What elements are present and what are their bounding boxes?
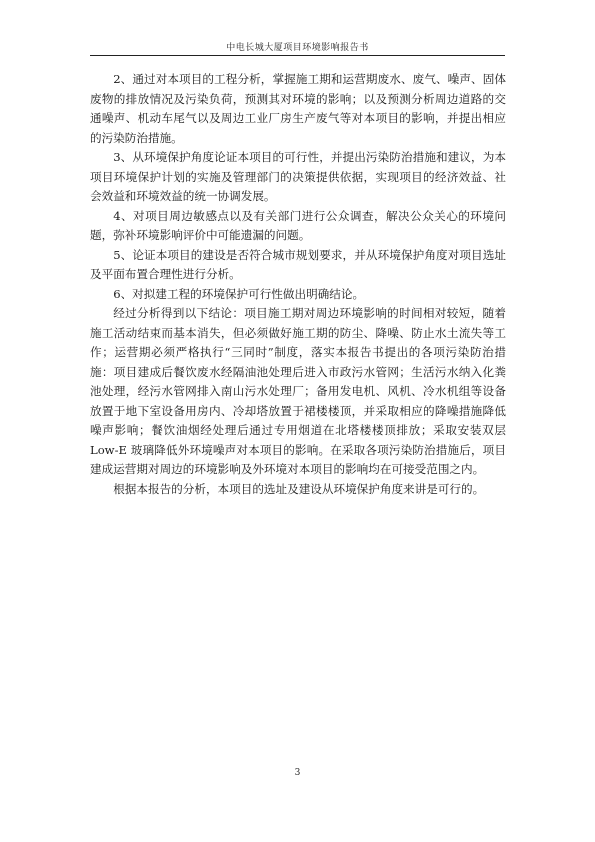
page-header-title: 中电长城大厦项目环境影响报告书 <box>226 43 369 53</box>
document-body <box>90 70 506 499</box>
paragraph-item-2: 2、通过对本项目的工程分析，掌握施工期和运营期废水、废气、噪声、固体废物的排放情况及污染负荷，预测其对环境的影响；以及预测分析周边道路的交通噪声、机动车尾气以及周边工业厂房生产废气等对本项目的影响，并提出相应的污染防治措施。 <box>90 72 506 145</box>
header-divider <box>90 55 505 56</box>
paragraph-final: 根据本报告的分析，本项目的选址及建设从环境保护角度来讲是可行的。 <box>113 481 485 496</box>
paragraph-item-5: 5、论证本项目的建设是否符合城市规划要求，并从环境保护角度对项目选址及平面布置合理性进行分析。 <box>90 247 506 281</box>
paragraph-item-6: 6、对拟建工程的环境保护可行性做出明确结论。 <box>113 286 365 301</box>
paragraph-item-4: 4、对项目周边敏感点以及有关部门进行公众调查，解决公众关心的环境问题，弥补环境影响评价中可能遗漏的问题。 <box>90 208 506 242</box>
paragraph-conclusion: 经过分析得到以下结论：项目施工期对周边环境影响的时间相对较短，随着施工活动结束而基本消失，但必须做好施工期的防尘、降噪、防止水土流失等工作；运营期必须严格执行“三同时”制度，落实本报告书提出的各项污染防治措施：项目建成后餐饮废水经隔油池处理后进入市政污水管网；生活污水纳入化粪池处理，经污水管网排入南山污水处理厂；备用发电机、风机、冷水机组等设备放置于地下室设备用房内、冷却塔放置于裙楼楼顶，并采取相应的降噪措施降低噪声影响；餐饮油烟经处理后通过专用烟道在北塔楼楼顶排放；采取安装双层 Low-E 玻璃降低外环境噪声对本项目的影响。在采取各项污染防治措施后，项目建成运营期对周边的环境影响及外环境对本项目的影响均在可接受范围之内。 <box>90 306 506 476</box>
paragraph-item-3: 3、从环境保护角度论证本项目的可行性，并提出污染防治措施和建议，为本项目环境保护计划的实施及管理部门的决策提供依据，实现项目的经济效益、社会效益和环境效益的统一协调发展。 <box>90 150 506 203</box>
page-number: 3 <box>294 768 301 778</box>
